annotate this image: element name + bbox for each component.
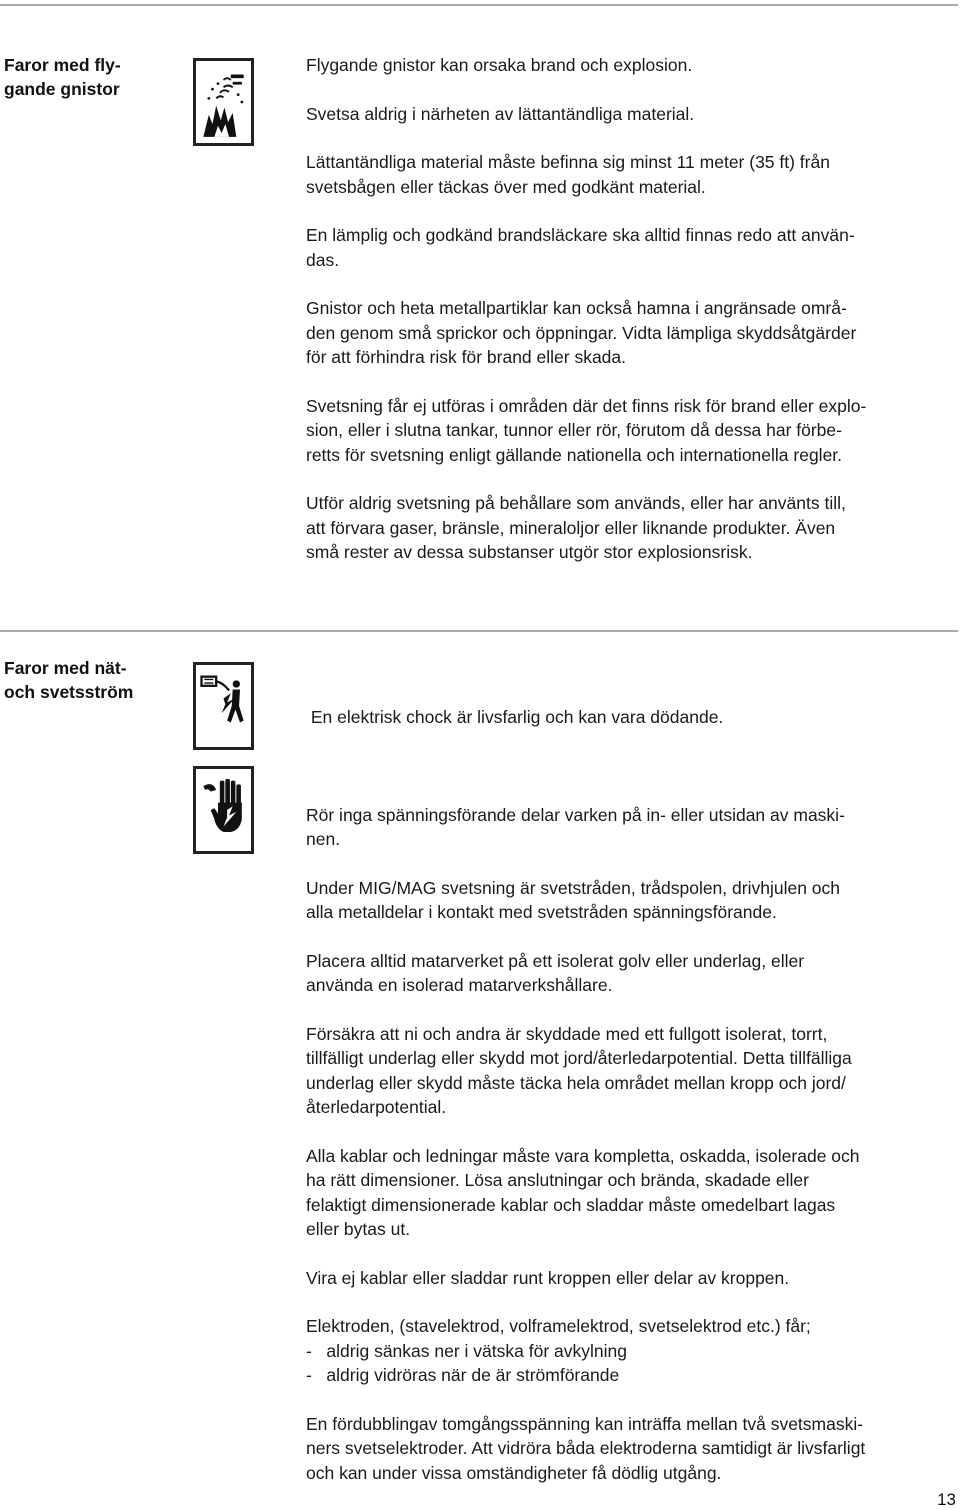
section-heading-current	[4, 656, 174, 704]
text-line: Svetsning får ej utföras i områden där det finns risk för brand eller explo-	[306, 395, 867, 416]
text-line: Rör inga spänningsförande delar varken på in- eller utsidan av maski-	[306, 804, 845, 825]
list-item: - aldrig vidröras när de är strömförande	[306, 1365, 620, 1385]
text-line: ha rätt dimensioner. Lösa anslutningar och brända, skadade eller	[306, 1170, 809, 1190]
paragraph	[306, 394, 956, 468]
paragraph	[306, 102, 956, 127]
text-line: återledarpotential.	[306, 1097, 447, 1117]
text-line: att förvara gaser, bränsle, mineraloljor eller liknande produkter. Även	[306, 517, 836, 538]
text-line: alla metalldelar i kontakt med svetstråden spänningsförande.	[306, 902, 777, 922]
paragraph	[306, 803, 956, 852]
text-line: En lämplig och godkänd brandsläckare ska alltid finnas redo att använ-	[306, 225, 855, 245]
text-line: Gnistor och heta metallpartiklar kan också hamna i angränsade områ-	[306, 298, 847, 318]
paragraph	[306, 876, 956, 925]
text-line: Alla kablar och ledningar måste vara kompletta, oskadda, isolerade och	[306, 1145, 860, 1166]
text-line: Lättantändliga material måste befinna sig minst 11 meter (35 ft) från	[306, 152, 830, 172]
text-line: das.	[306, 249, 340, 270]
paragraph	[306, 1022, 956, 1120]
text-line: underlag eller skydd måste täcka hela området mellan kropp och jord/	[306, 1072, 846, 1093]
text-line: små rester av dessa substanser utgör stor explosionsrisk.	[306, 542, 753, 562]
paragraph	[306, 656, 956, 779]
text-line: Placera alltid matarverket på ett isolerat golv eller underlag, eller	[306, 950, 805, 971]
paragraph	[306, 1144, 956, 1242]
section-divider	[0, 630, 958, 632]
text-line: och kan under vissa omständigheter få dödlig utgång.	[306, 1462, 722, 1483]
heading-line: och svetsström	[4, 682, 134, 702]
paragraph	[306, 491, 956, 565]
text-line: eller bytas ut.	[306, 1219, 411, 1239]
text-line: sion, eller i slutna tankar, tunnor eller rör, förutom då dessa har förbe-	[306, 420, 842, 440]
text-line: Flygande gnistor kan orsaka brand och explosion.	[306, 55, 693, 75]
text-line: Vira ej kablar eller sladdar runt kroppen eller delar av kroppen.	[306, 1267, 790, 1288]
text-line: nen.	[306, 829, 341, 849]
text-line: tillfälligt underlag eller skydd mot jord/återledarpotential. Detta tillfälliga	[306, 1048, 852, 1068]
top-rule	[0, 4, 958, 6]
text-line: svetsbågen eller täckas över med godkänt material.	[306, 176, 706, 197]
text-line: Svetsa aldrig i närheten av lättantändliga material.	[306, 103, 695, 124]
section-body-sparks	[306, 53, 956, 589]
text-line: Utför aldrig svetsning på behållare som används, eller har använts till,	[306, 493, 846, 513]
paragraph	[306, 1266, 956, 1291]
text-line: En fördubblingav tomgångsspänning kan inträffa mellan två svetsmaski-	[306, 1413, 864, 1434]
paragraph	[306, 223, 956, 272]
electric-shock-hand-icon	[193, 766, 254, 854]
section-heading-sparks	[4, 53, 174, 101]
fire-sparks-warning-icon	[193, 58, 254, 146]
text-line: använda en isolerad matarverkshållare.	[306, 975, 613, 995]
heading-line: Faror med nät-	[4, 658, 127, 678]
list-item: - aldrig sänkas ner i vätska för avkylning	[306, 1340, 627, 1361]
paragraph	[306, 150, 956, 199]
text-line: ners svetselektroder. Att vidröra båda elektroderna samtidigt är livsfarligt	[306, 1438, 866, 1458]
text-line: Under MIG/MAG svetsning är svetstråden, trådspolen, drivhjulen och	[306, 877, 840, 898]
text-line: för att förhindra risk för brand eller skada.	[306, 347, 627, 367]
text-line: Försäkra att ni och andra är skyddade med ett fullgott isolerat, torrt,	[306, 1023, 828, 1044]
text-line: den genom små sprickor och öppningar. Vidta lämpliga skyddsåtgärder	[306, 322, 857, 343]
page-number: 13	[937, 1490, 956, 1509]
paragraph	[306, 53, 956, 78]
heading-line: Faror med fly-	[4, 55, 121, 75]
paragraph	[306, 1314, 956, 1388]
text-line: Elektroden, (stavelektrod, volframelektrod, svetselektrod etc.) får;	[306, 1316, 811, 1336]
text-line: felaktigt dimensionerade kablar och sladdar måste omedelbart lagas	[306, 1194, 836, 1215]
text-line: retts för svetsning enligt gällande nationella och internationella regler.	[306, 444, 843, 465]
paragraph	[306, 1412, 956, 1486]
text-line: En elektrisk chock är livsfarlig och kan vara dödande.	[306, 707, 724, 727]
section-body-current	[306, 656, 956, 1509]
electric-shock-person-icon	[193, 662, 254, 750]
heading-line: gande gnistor	[4, 79, 120, 99]
paragraph	[306, 949, 956, 998]
paragraph	[306, 296, 956, 370]
